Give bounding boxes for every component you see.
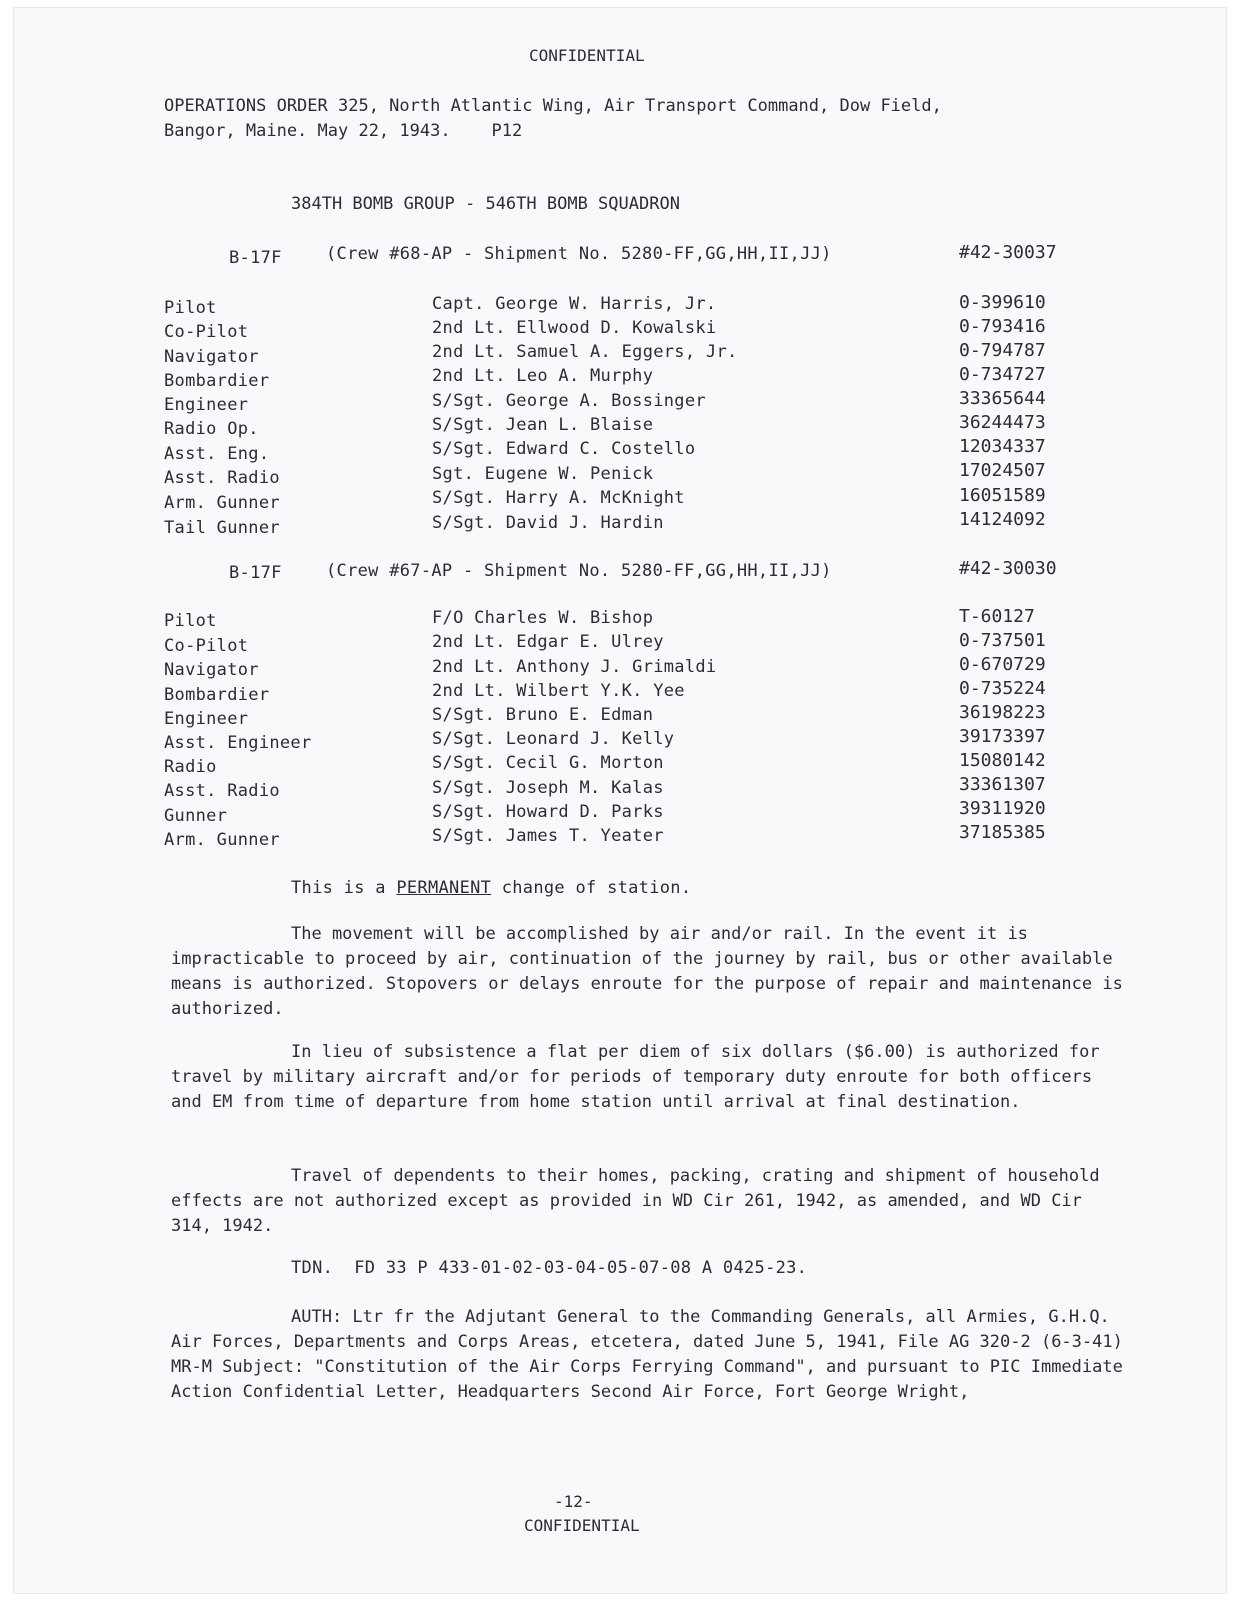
crew-role: Co-Pilot xyxy=(164,636,249,656)
crew-name: S/Sgt. David J. Hardin xyxy=(432,513,664,533)
crew-serial-number: T-60127 xyxy=(959,606,1035,627)
crew-role: Radio Op. xyxy=(164,419,259,439)
crew-serial-number: 0-734727 xyxy=(959,364,1046,385)
crew-role: Gunner xyxy=(164,806,228,826)
crew-name: 2nd Lt. Ellwood D. Kowalski xyxy=(432,318,717,338)
crew-name: S/Sgt. Harry A. McKnight xyxy=(432,488,685,508)
crew-shipment: (Crew #68-AP - Shipment No. 5280-FF,GG,HH,II,JJ) xyxy=(326,244,832,264)
paragraph-movement xyxy=(171,922,1131,1022)
crew-name: 2nd Lt. Edgar E. Ulrey xyxy=(432,632,664,652)
crew-name: S/Sgt. Jean L. Blaise xyxy=(432,415,654,435)
squadron-heading: 384TH BOMB GROUP - 546TH BOMB SQUADRON xyxy=(291,194,680,214)
classification-footer: CONFIDENTIAL xyxy=(524,1516,640,1535)
crew-role: Co-Pilot xyxy=(164,322,249,342)
crew-name: S/Sgt. James T. Yeater xyxy=(432,826,664,846)
paragraph-dependents-text: Travel of dependents to their homes, packing, crating and shipment of household effects are not authorized except as provided in WD Cir 261, 1942, as amended, and WD Cir 314, 1942. xyxy=(171,1166,1100,1236)
crew-role: Tail Gunner xyxy=(164,518,280,538)
aircraft-type: B-17F xyxy=(229,248,282,268)
classification-header: CONFIDENTIAL xyxy=(529,46,645,65)
crew-role: Bombardier xyxy=(164,685,270,705)
crew-serial-number: 37185385 xyxy=(959,822,1046,843)
crew-name: 2nd Lt. Leo A. Murphy xyxy=(432,366,654,386)
crew-role: Radio xyxy=(164,757,217,777)
order-heading-line1: OPERATIONS ORDER 325, North Atlantic Wing, Air Transport Command, Dow Field, xyxy=(164,96,942,116)
crew-serial-number: 15080142 xyxy=(959,750,1046,771)
aircraft-type: B-17F xyxy=(229,563,282,583)
crew-serial-number: 17024507 xyxy=(959,460,1046,481)
crew-role: Pilot xyxy=(164,611,217,631)
crew-name: 2nd Lt. Wilbert Y.K. Yee xyxy=(432,681,685,701)
crew-role: Asst. Eng. xyxy=(164,444,270,464)
crew-role: Asst. Radio xyxy=(164,468,280,488)
order-heading-line2: Bangor, Maine. May 22, 1943. P12 xyxy=(164,121,523,141)
crew-shipment: (Crew #67-AP - Shipment No. 5280-FF,GG,HH,II,JJ) xyxy=(326,561,832,581)
crew-serial-number: 0-735224 xyxy=(959,678,1046,699)
crew-name: S/Sgt. Leonard J. Kelly xyxy=(432,729,675,749)
page-number: -12- xyxy=(554,1492,593,1511)
crew-name: Sgt. Eugene W. Penick xyxy=(432,464,654,484)
crew-role: Arm. Gunner xyxy=(164,493,280,513)
crew-serial-number: 12034337 xyxy=(959,436,1046,457)
permanent-change-statement xyxy=(291,878,691,898)
crew-serial-number: 33361307 xyxy=(959,774,1046,795)
permanent-word: PERMANENT xyxy=(396,878,492,898)
aircraft-serial: #42-30030 xyxy=(959,558,1057,579)
crew-serial-number: 0-793416 xyxy=(959,316,1046,337)
crew-serial-number: 36198223 xyxy=(959,702,1046,723)
document-page xyxy=(14,8,1226,1593)
paragraph-subsistence-text: In lieu of subsistence a flat per diem of six dollars ($6.00) is authorized for travel by military aircraft and/or for periods of temporary duty enroute for both officers and EM from time of departure from home station until arrival at final destination. xyxy=(171,1042,1100,1112)
crew-role: Asst. Radio xyxy=(164,781,280,801)
crew-serial-number: 33365644 xyxy=(959,388,1046,409)
crew-serial-number: 14124092 xyxy=(959,509,1046,530)
crew-name: S/Sgt. Joseph M. Kalas xyxy=(432,778,664,798)
crew-serial-number: 36244473 xyxy=(959,412,1046,433)
crew-serial-number: 39311920 xyxy=(959,798,1046,819)
paragraph-authority-text: AUTH: Ltr fr the Adjutant General to the Commanding Generals, all Armies, G.H.Q. Air Forces, Departments and Corps Areas, etcetera, dated June 5, 1941, File AG 320-2 (6-3-41) MR-M Subject: "Constitution of the Air Corps Ferrying Command", and pursuant to PIC Immediate Action Confidential Letter, Headquarters Second Air Force, Fort George Wright, xyxy=(171,1307,1123,1402)
aircraft-serial: #42-30037 xyxy=(959,242,1057,263)
crew-serial-number: 0-737501 xyxy=(959,630,1046,651)
crew-role: Navigator xyxy=(164,660,259,680)
crew-name: S/Sgt. George A. Bossinger xyxy=(432,391,706,411)
crew-name: Capt. George W. Harris, Jr. xyxy=(432,294,717,314)
crew-serial-number: 0-399610 xyxy=(959,292,1046,313)
crew-name: F/O Charles W. Bishop xyxy=(432,608,654,628)
crew-role: Pilot xyxy=(164,298,217,318)
crew-role: Engineer xyxy=(164,395,249,415)
crew-name: S/Sgt. Bruno E. Edman xyxy=(432,705,654,725)
paragraph-movement-text: The movement will be accomplished by air and/or rail. In the event it is impracticable to proceed by air, continuation of the journey by rail, bus or other available means is authorized. Stopovers or delays enroute for the purpose of repair and maintenance is authorized. xyxy=(171,924,1123,1019)
permanent-post: change of station. xyxy=(491,878,692,898)
paragraph-subsistence xyxy=(171,1040,1131,1115)
crew-serial-number: 0-794787 xyxy=(959,340,1046,361)
crew-name: 2nd Lt. Samuel A. Eggers, Jr. xyxy=(432,342,738,362)
crew-name: S/Sgt. Edward C. Costello xyxy=(432,439,696,459)
crew-serial-number: 0-670729 xyxy=(959,654,1046,675)
paragraph-authority xyxy=(171,1305,1131,1405)
crew-role: Navigator xyxy=(164,347,259,367)
crew-role: Engineer xyxy=(164,709,249,729)
crew-role: Arm. Gunner xyxy=(164,830,280,850)
crew-role: Bombardier xyxy=(164,371,270,391)
crew-name: 2nd Lt. Anthony J. Grimaldi xyxy=(432,657,717,677)
crew-name: S/Sgt. Cecil G. Morton xyxy=(432,753,664,773)
crew-serial-number: 16051589 xyxy=(959,485,1046,506)
crew-role: Asst. Engineer xyxy=(164,733,312,753)
crew-name: S/Sgt. Howard D. Parks xyxy=(432,802,664,822)
permanent-pre: This is a xyxy=(291,878,397,898)
crew-serial-number: 39173397 xyxy=(959,726,1046,747)
paragraph-dependents xyxy=(171,1164,1131,1239)
tdn-line: TDN. FD 33 P 433-01-02-03-04-05-07-08 A 0425-23. xyxy=(291,1258,808,1278)
